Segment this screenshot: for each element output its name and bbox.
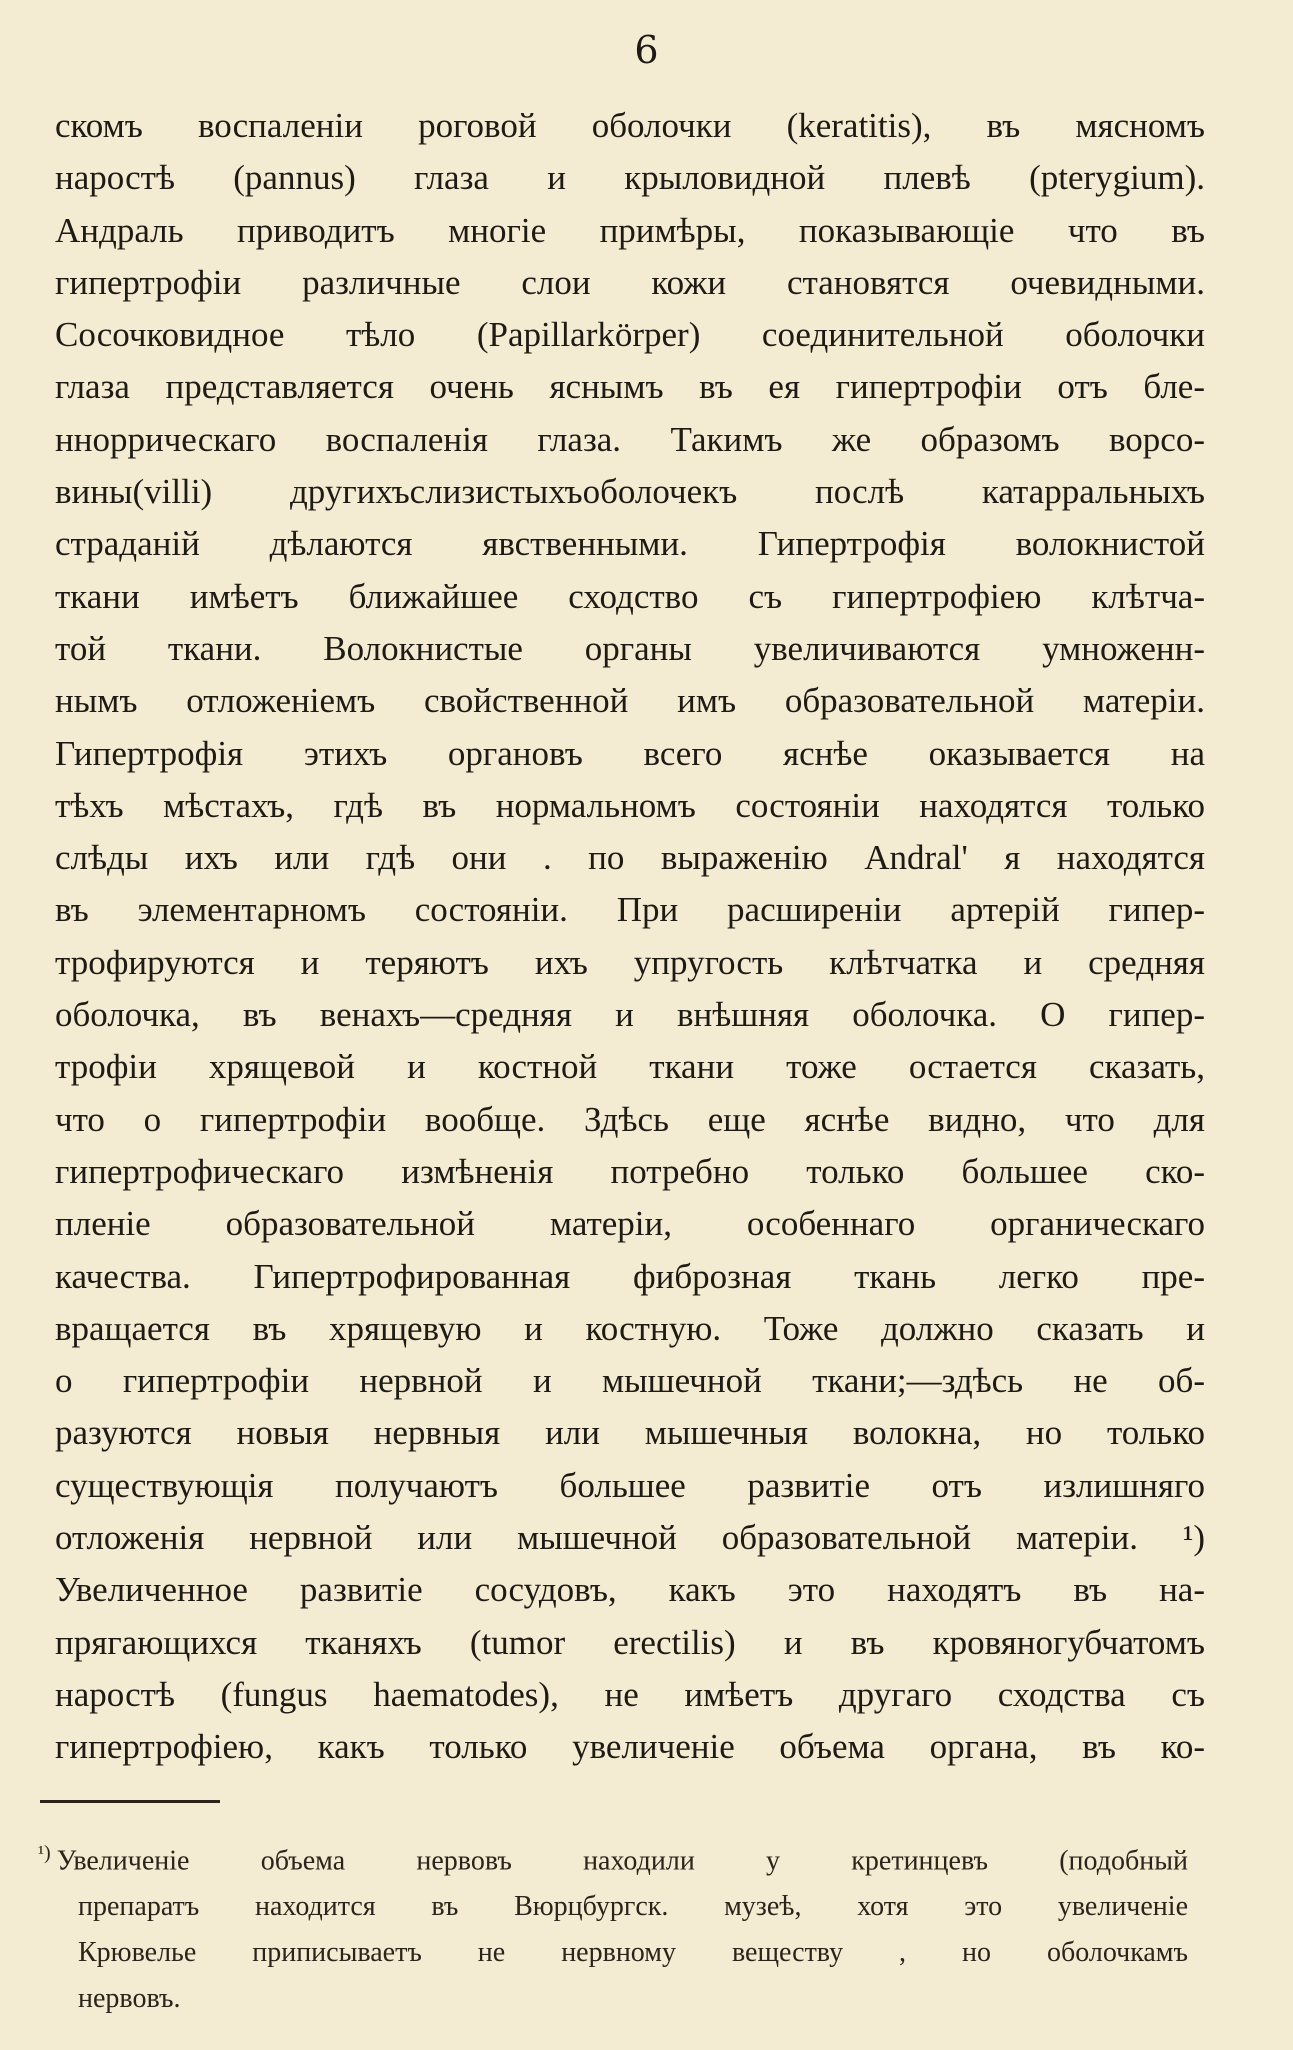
- text-line: о гипертрофіи нервной и мышечной ткани;—здѣсь не об-: [55, 1361, 1205, 1401]
- text-line: ткани имѣетъ ближайшее сходство съ гипертрофіею клѣтча-: [55, 576, 1205, 616]
- footnote: [38, 1830, 1188, 2022]
- text-line: наростѣ (pannus) глаза и крыловидной плевѣ (pterygium).: [55, 158, 1205, 198]
- footnote-line: Крювелье приписываетъ не нервному веществу , но оболочкамъ: [78, 1937, 1188, 1969]
- text-line: Сосочковидное тѣло (Papillarkörper) соединительной оболочки: [55, 315, 1205, 355]
- text-line: наростѣ (fungus haematodes), не имѣетъ другаго сходства съ: [55, 1674, 1205, 1714]
- text-line: въ элементарномъ состояніи. При расширеніи артерій гипер-: [55, 890, 1205, 930]
- text-line: отложенія нервной или мышечной образовательной матеріи. ¹): [55, 1518, 1205, 1558]
- footnote-line: нервовъ.: [78, 1983, 181, 2015]
- text-line: прягающихся тканяхъ (tumor erectilis) и въ кровяногубчатомъ: [55, 1622, 1205, 1662]
- footnote-line: препаратъ находится въ Вюрцбургск. музеѣ, хотя это увеличеніе: [78, 1891, 1188, 1923]
- text-line: что о гипертрофіи вообще. Здѣсь еще яснѣе видно, что для: [55, 1099, 1205, 1139]
- text-line: нноррическаго воспаленія глаза. Такимъ же образомъ ворсо-: [55, 419, 1205, 459]
- text-line: скомъ воспаленіи роговой оболочки (keratitis), въ мясномъ: [55, 106, 1205, 145]
- text-line: нымъ отложеніемъ свойственной имъ образовательной матеріи.: [55, 681, 1205, 721]
- text-line: гипертрофіею, какъ только увеличеніе объема органа, въ ко-: [55, 1727, 1205, 1767]
- text-line: глаза представляется очень яснымъ въ ея гипертрофіи отъ бле-: [55, 367, 1205, 407]
- text-line: той ткани. Волокнистые органы увеличиваются умноженн-: [55, 628, 1205, 668]
- text-line: пленіе образовательной матеріи, особеннаго органическаго: [55, 1204, 1205, 1244]
- text-line: страданій дѣлаются явственными. Гипертрофія волокнистой: [55, 524, 1205, 564]
- text-line: тѣхъ мѣстахъ, гдѣ въ нормальномъ состояніи находятся только: [55, 785, 1205, 825]
- text-line: слѣды ихъ или гдѣ они . по выраженію Andral' я находятся: [55, 838, 1205, 878]
- text-line: гипертрофіи различные слои кожи становятся очевидными.: [55, 262, 1205, 302]
- text-line: вращается въ хрящевую и костную. Тоже должно сказать и: [55, 1308, 1205, 1348]
- text-line: разуются новыя нервныя или мышечныя волокна, но только: [55, 1413, 1205, 1453]
- footnote-marker: ¹): [38, 1842, 51, 1864]
- text-line: Увеличенное развитіе сосудовъ, какъ это находятъ въ на-: [55, 1570, 1205, 1610]
- text-line: Андраль приводитъ многіе примѣры, показывающіе что въ: [55, 210, 1205, 250]
- text-line: Гипертрофія этихъ органовъ всего яснѣе оказывается на: [55, 733, 1205, 773]
- text-line: гипертрофическаго измѣненія потребно только большее ско-: [55, 1151, 1205, 1191]
- body-text: [55, 100, 1205, 1774]
- text-line: существующія получаютъ большее развитіе отъ излишняго: [55, 1465, 1205, 1505]
- footnote-line: [38, 1830, 1188, 1884]
- footnote-text: Увеличеніе объема нервовъ находили у кретинцевъ (подобный: [56, 1845, 1188, 1877]
- text-line: качества. Гипертрофированная фиброзная ткань легко пре-: [55, 1256, 1205, 1296]
- footnote-divider: [40, 1800, 220, 1803]
- text-line: трофіи хрящевой и костной ткани тоже остается сказать,: [55, 1047, 1205, 1087]
- text-line: оболочка, въ венахъ—средняя и внѣшняя оболочка. О гипер-: [55, 995, 1205, 1035]
- page-number: 6: [634, 28, 659, 72]
- text-line: вины(villi) другихъслизистыхъоболочекъ послѣ катарральныхъ: [55, 472, 1205, 512]
- text-line: трофируются и теряютъ ихъ упругость клѣтчатка и средняя: [55, 942, 1205, 982]
